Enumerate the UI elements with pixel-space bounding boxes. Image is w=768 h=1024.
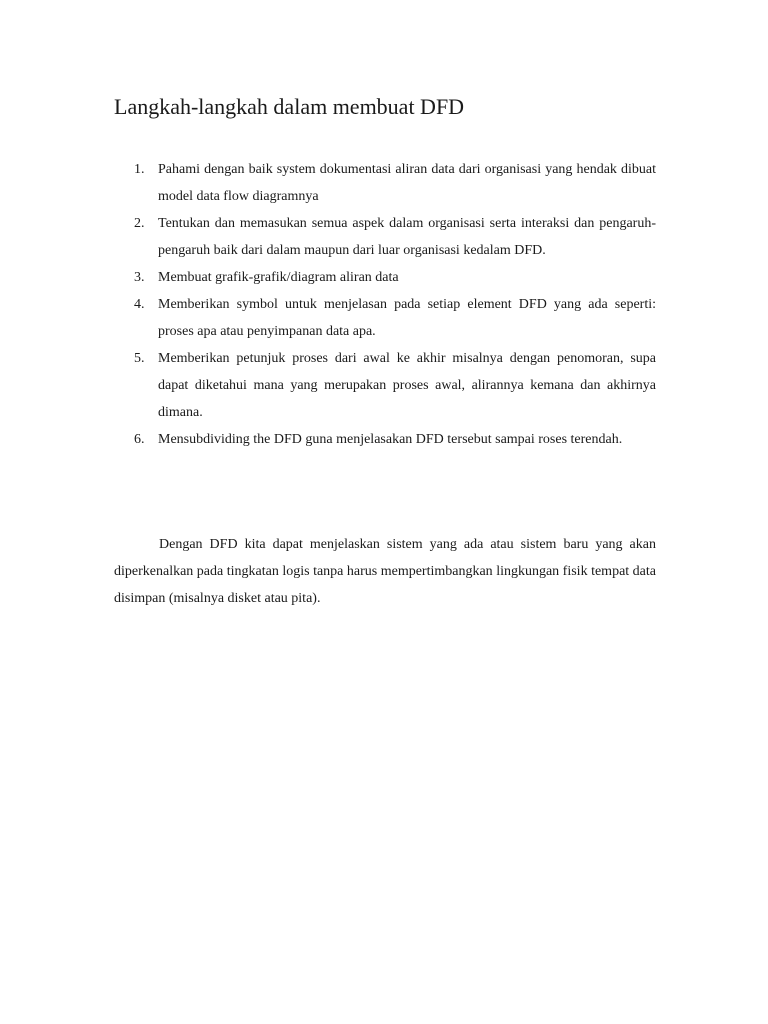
list-item [114,291,656,345]
step-text: Mensubdividing the DFD guna menjelasakan DFD tersebut sampai roses terendah. [158,432,623,447]
list-item [114,156,656,210]
list-item [114,210,656,264]
step-number: 6. [134,432,145,447]
step-text: Tentukan dan memasukan semua aspek dalam organisasi serta interaksi dan pengaruh-pengaruh baik dari dalam maupun dari luar organisasi kedalam DFD. [158,216,656,258]
closing-paragraph: Dengan DFD kita dapat menjelaskan sistem yang ada atau sistem baru yang akan diperkenalkan pada tingkatan logis tanpa harus mempertimbangkan lingkungan fisik tempat data disimpan (misalnya disket atau pita). [114,537,656,606]
steps-list [114,156,656,453]
step-number: 1. [134,162,145,177]
step-number: 2. [134,216,145,231]
list-item [114,426,656,453]
document-title: Langkah-langkah dalam membuat DFD [114,94,465,119]
step-number: 4. [134,297,145,312]
step-text: Membuat grafik-grafik/diagram aliran data [158,270,399,285]
list-item [114,345,656,426]
step-number: 3. [134,270,145,285]
step-text: Memberikan petunjuk proses dari awal ke akhir misalnya dengan penomoran, supa dapat diketahui mana yang merupakan proses awal, alirannya kemana dan akhirnya dimana. [158,351,656,420]
step-number: 5. [134,351,145,366]
step-text: Pahami dengan baik system dokumentasi aliran data dari organisasi yang hendak dibuat model data flow diagramnya [158,162,656,204]
list-item [114,264,656,291]
step-text: Memberikan symbol untuk menjelasan pada setiap element DFD yang ada seperti: proses apa atau penyimpanan data apa. [158,297,656,339]
